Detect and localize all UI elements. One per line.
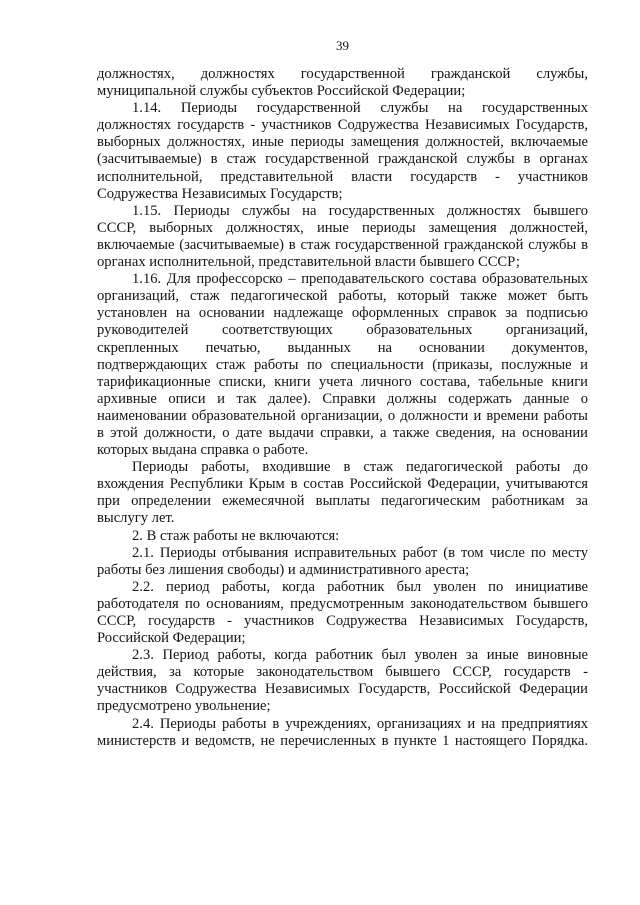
text-line: архивные описи и так далее). Справки должны содержать данные о xyxy=(97,390,588,407)
text-line: выслугу лет. xyxy=(97,510,175,527)
paragraph-crimea-periods xyxy=(97,459,588,527)
text-line: в этой должности, о дате выдачи справки, а также сведения, на основании xyxy=(97,424,588,441)
text-line: вхождения Республики Крым в состав Российской Федерации, учитываются xyxy=(97,476,588,493)
text-line: руководителей соответствующих образовательных организаций, xyxy=(97,322,588,339)
text-line: установлен на основании надлежаще оформленных справок за подписью xyxy=(97,305,588,322)
text-line: скрепленных печатью, выданных на основании документов, xyxy=(97,339,588,356)
text-line: муниципальной службы субъектов Российской Федерации; xyxy=(97,83,466,100)
text-line: действия, за которые законодательством бывшего СССР, государств - xyxy=(97,664,588,681)
text-line: наименовании образовательной организации, о должности и времени работы xyxy=(97,407,588,424)
text-line: Содружества Независимых Государств; xyxy=(97,185,343,202)
paragraph-2-1 xyxy=(97,545,588,579)
paragraph-2-4 xyxy=(97,716,588,750)
page-number: 39 xyxy=(336,38,349,53)
text-line: Российской Федерации; xyxy=(97,630,246,647)
text-line: выборных должностях, иные периоды замещения должностей, включаемые xyxy=(97,134,588,151)
paragraph-continuation xyxy=(97,66,588,100)
text-line: тарификационные списки, книги учета личного состава, табельные книги xyxy=(97,373,588,390)
document-body xyxy=(97,66,588,750)
text-line: 2.3. Период работы, когда работник был уволен за иные виновные xyxy=(132,647,588,664)
text-line: СССР, государств - участников Содружества Независимых Государств, xyxy=(97,613,588,629)
text-line: (засчитываемые) в стаж государственной гражданской службы в органах xyxy=(97,151,588,168)
text-line: органах исполнительной, представительной власти бывшего СССР; xyxy=(97,254,520,271)
paragraph-2-2 xyxy=(97,579,588,647)
text-line: подтверждающих стаж работы по специальности (приказы, послужные и xyxy=(97,356,588,373)
text-line: Периоды работы, входившие в стаж педагогической работы до xyxy=(132,459,588,476)
text-line: которых выдана справка о работе. xyxy=(97,442,309,459)
text-line: 1.14. Периоды государственной службы на государственных xyxy=(132,100,588,117)
text-line: 2. В стаж работы не включаются: xyxy=(132,527,340,544)
text-line: должностях, должностях государственной гражданской службы, xyxy=(97,66,588,82)
text-line: 2.1. Периоды отбывания исправительных работ (в том числе по месту xyxy=(132,544,588,561)
text-line: СССР, выборных должностях, иные периоды замещения должностей, xyxy=(97,219,588,236)
text-line: исполнительной, представительной власти государств - участников xyxy=(97,168,588,185)
text-line: работодателя по основаниям, предусмотренным законодательством бывшего xyxy=(97,595,588,612)
text-line: министерств и ведомств, не перечисленных в пункте 1 настоящего Порядка. xyxy=(97,732,588,749)
paragraph-2-heading xyxy=(97,528,588,545)
paragraph-1-15 xyxy=(97,203,588,271)
text-line: предусмотрено увольнение; xyxy=(97,698,271,715)
paragraph-1-16 xyxy=(97,271,588,459)
text-line: должностях государств - участников Содружества Независимых Государств, xyxy=(97,117,588,134)
text-line: 2.4. Периоды работы в учреждениях, организациях и на предприятиях xyxy=(132,715,588,732)
text-line: 2.2. период работы, когда работник был уволен по инициативе xyxy=(132,578,588,595)
text-line: 1.15. Периоды службы на государственных должностях бывшего xyxy=(132,202,588,219)
paragraph-1-14 xyxy=(97,100,588,203)
paragraph-2-3 xyxy=(97,647,588,715)
text-line: работы без лишения свободы) и административного ареста; xyxy=(97,561,470,578)
text-line: организаций, стаж педагогической работы, который также может быть xyxy=(97,288,588,305)
text-line: включаемые (засчитываемые) в стаж государственной гражданской службы в xyxy=(97,236,588,253)
text-line: участников Содружества Независимых Государств, Российской Федерации xyxy=(97,681,588,698)
text-line: при определении ежемесячной выплаты педагогическим работникам за xyxy=(97,493,588,510)
text-line: 1.16. Для профессорско – преподавательского состава образовательных xyxy=(132,271,588,288)
